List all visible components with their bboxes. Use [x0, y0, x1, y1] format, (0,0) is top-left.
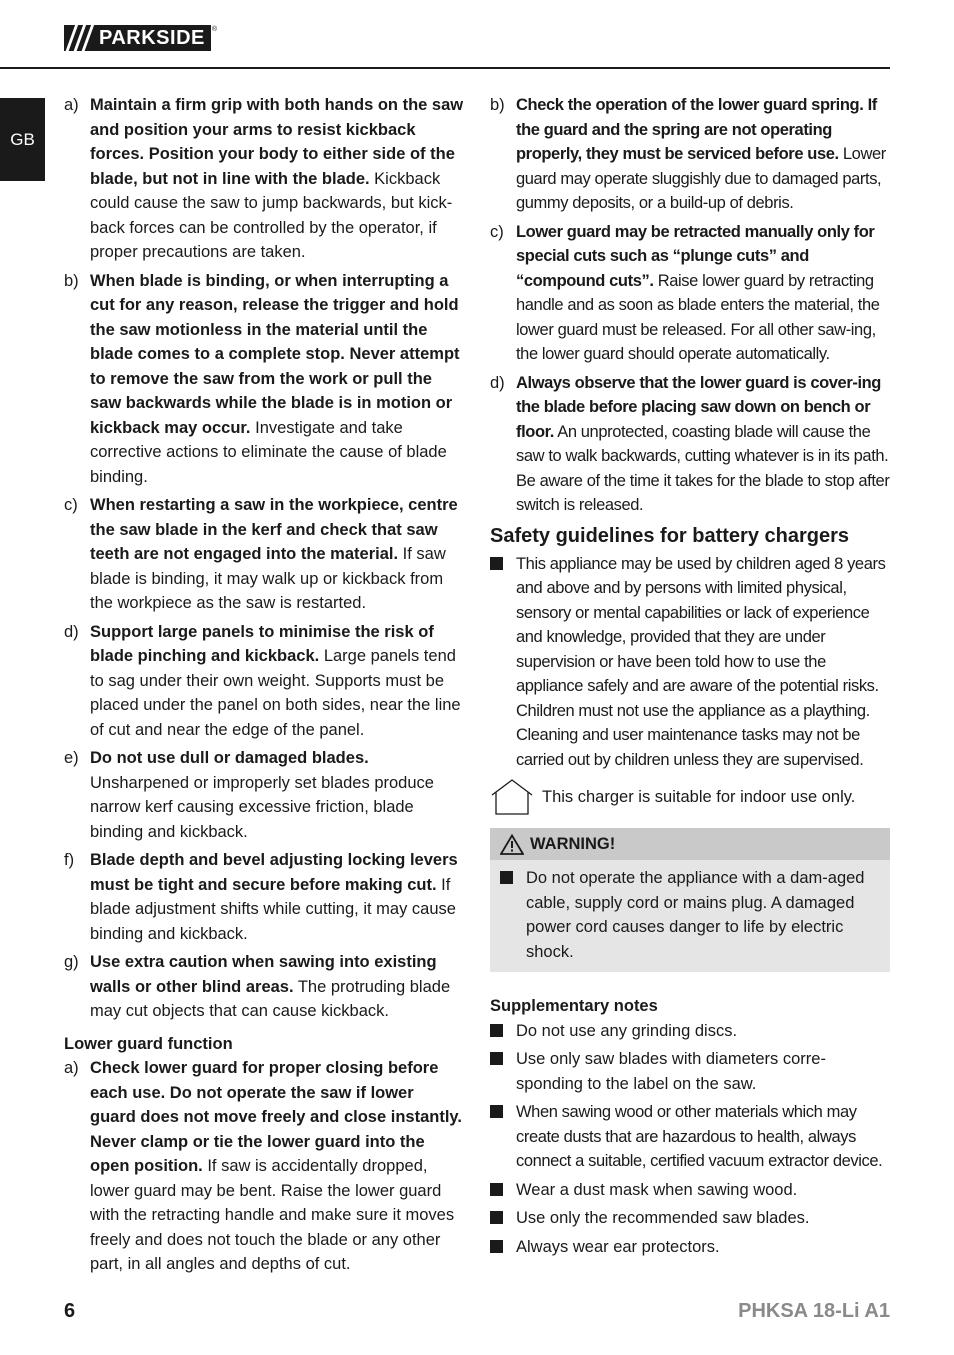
list-item: a) Maintain a firm grip with both hands on the saw and position your arms to resist kickback forces. Position your body to either side of the blade, but not in line with the blade. Kickback could cause the saw to jump backwards, but kick-back forces can be controlled by the operator, if proper precautions are taken.: [64, 96, 464, 261]
bullet-square-icon: [490, 552, 516, 773]
warning-box: [490, 828, 890, 972]
supplementary-heading: Supplementary notes: [490, 997, 658, 1015]
list-item: Use only saw blades with diameters corre-sponding to the label on the saw.: [490, 1047, 890, 1096]
registered-mark: ®: [211, 26, 218, 33]
bullet-square-icon: [500, 866, 526, 964]
list-item: Do not operate the appliance with a dam-aged cable, supply cord or mains plug. A damaged power cord causes danger to life by electric shock.: [500, 866, 880, 964]
list-item: d) Support large panels to minimise the risk of blade pinching and kickback. Large panels tend to sag under their own weight. Supports must be placed under the panel on both sides, near the line of cut and near the edge of the panel.: [64, 622, 461, 739]
list-item: e) Do not use dull or damaged blades. Unsharpened or improperly set blades produce narrow kerf causing excessive friction, blade binding and kickback.: [64, 749, 434, 841]
bullet-square-icon: [490, 1206, 516, 1231]
list-item: c) Lower guard may be retracted manually only for special cuts such as “plunge cuts” and “compound cuts”. Raise lower guard by retracting handle and as soon as blade enters the material, the lower guard must be released. For all other saw-ing, the lower guard should operate automatically.: [490, 222, 880, 363]
list-item: d) Always observe that the lower guard is cover-ing the blade before placing saw down on bench or floor. An unprotected, coasting blade will cause the saw to walk backwards, cutting whatever is in its path. Be aware of the time it takes for the blade to stop after switch is released.: [490, 373, 890, 514]
list-item: b) When blade is binding, or when interrupting a cut for any reason, release the trigger and hold the saw motionless in the material until the blade comes to a complete stop. Never attempt to remove the saw from the work or pull the saw backwards while the blade is in motion or kickback may occur. Investigate and take corrective actions to eliminate the cause of blade binding.: [64, 271, 460, 486]
language-tab: GB: [0, 98, 45, 181]
right-column: [490, 93, 890, 1263]
bullet-square-icon: [490, 1047, 516, 1096]
model-name: PHKSA 18-Li A1: [738, 1300, 890, 1322]
list-item: a) Check lower guard for proper closing before each use. Do not operate the saw if lower guard does not move freely and close instantly. Never clamp or tie the lower guard into the open position. If saw is accidentally dropped, lower guard may be bent. Raise the lower guard with the retracting handle and make sure it moves freely and does not touch the blade or any other part, in all angles and depths of cut.: [64, 1059, 462, 1273]
bullet-square-icon: [490, 1178, 516, 1203]
bullet-square-icon: [490, 1019, 516, 1044]
house-icon: [490, 778, 534, 816]
header-rule: [0, 67, 890, 69]
page-number: 6: [64, 1300, 76, 1322]
list-item: g) Use extra caution when sawing into existing walls or other blind areas. The protruding blade may cut objects that can cause kickback.: [64, 953, 451, 1020]
list-item: b) Check the operation of the lower guard spring. If the guard and the spring are not operating properly, they must be serviced before use. Lower guard may operate sluggishly due to damaged parts, gummy deposits, or a build-up of debris.: [490, 96, 886, 212]
list-item: Always wear ear protectors.: [490, 1235, 890, 1260]
left-column: [64, 93, 464, 1281]
list-item: When sawing wood or other materials which may create dusts that are hazardous to health, always connect a suitable, certified vacuum extractor device.: [490, 1100, 890, 1174]
list-item: Use only the recommended saw blades.: [490, 1206, 890, 1231]
logo-stripes: [64, 25, 96, 51]
indoor-use-note: This charger is suitable for indoor use only.: [490, 778, 890, 816]
list-item: c) When restarting a saw in the workpiece, centre the saw blade in the kerf and check that saw teeth are not engaged into the material. If saw blade is binding, it may walk up or kickback from the workpiece as the saw is restarted.: [64, 496, 458, 612]
list-item: This appliance may be used by children aged 8 years and above and by persons with limited physical, sensory or mental capabilities or lack of experience and knowledge, provided that they are under supervision or have been told how to use the appliance safely and are aware of the potential risks. Children must not use the appliance as a plaything. Cleaning and user maintenance tasks may not be carried out by children unless they are supervised.: [490, 552, 890, 773]
bullet-square-icon: [490, 1100, 516, 1174]
logo-text: PARKSIDE: [96, 25, 211, 51]
bullet-square-icon: [490, 1235, 516, 1260]
warning-triangle-icon: [500, 834, 524, 855]
parkside-logo: [64, 25, 217, 51]
lower-guard-heading: Lower guard function: [64, 1034, 233, 1053]
list-item: f) Blade depth and bevel adjusting locking levers must be tight and secure before making cut. If blade adjustment shifts while cutting, it may cause binding and kickback.: [64, 851, 458, 943]
list-item: Do not use any grinding discs.: [490, 1019, 890, 1044]
chargers-heading: Safety guidelines for battery chargers: [490, 524, 850, 547]
warning-header: WARNING!: [490, 828, 890, 860]
list-item: Wear a dust mask when sawing wood.: [490, 1178, 890, 1203]
